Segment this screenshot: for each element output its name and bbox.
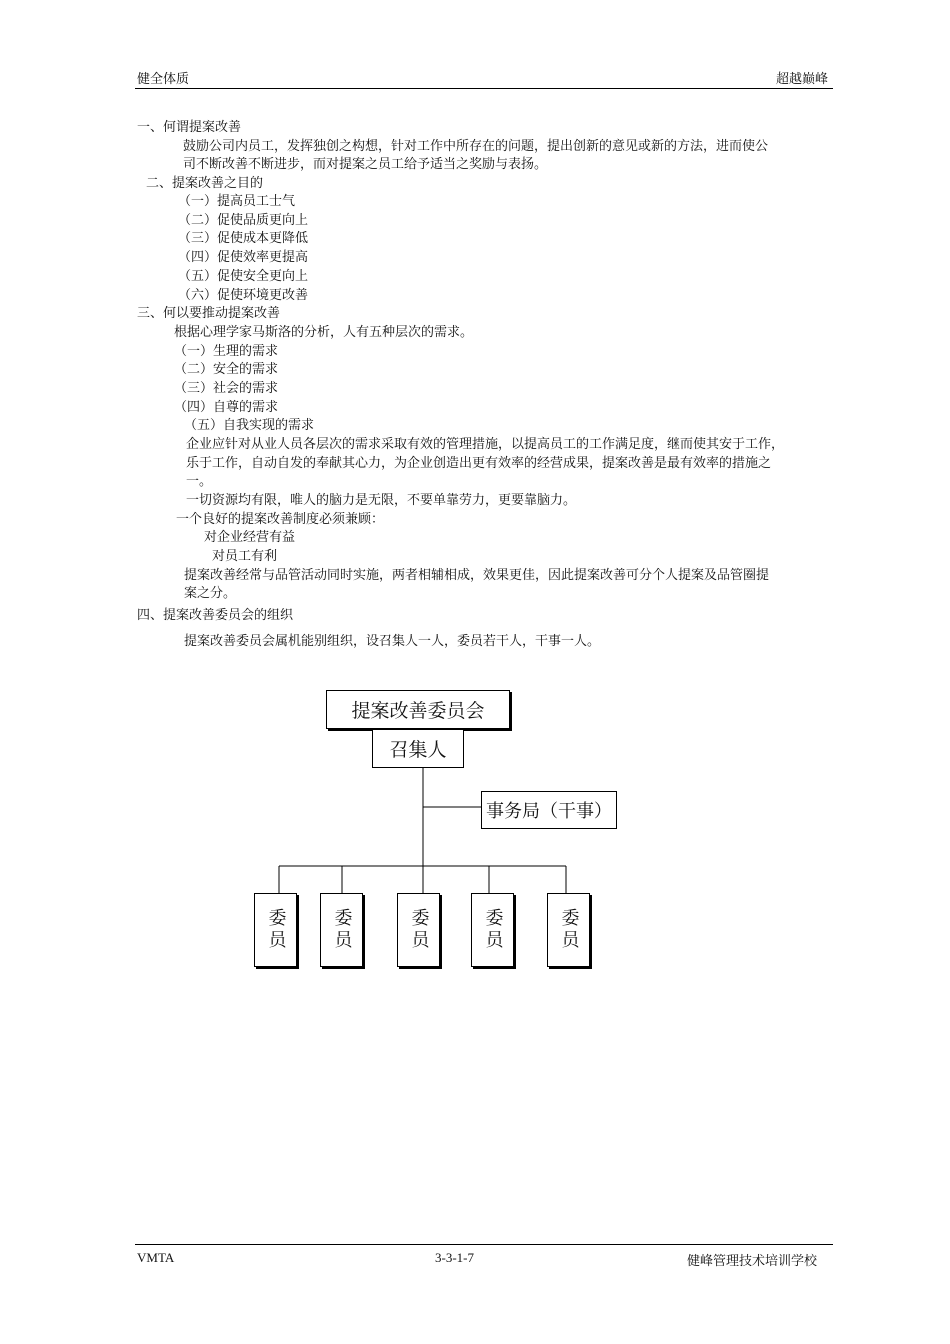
section-2-item: （三）促使成本更降低 [178,231,309,246]
section-3-paragraph-line: 案之分。 [184,586,237,601]
footer-right: 健峰管理技术培训学校 [686,1254,817,1269]
org-member-box [471,893,514,967]
section-2-item: （五）促使安全更向上 [178,269,309,284]
section-3-item: （四）自尊的需求 [174,400,279,415]
org-member-box [547,893,590,967]
footer-rule [135,1244,833,1245]
org-committee-box: 提案改善委员会 [326,690,510,729]
section-1-paragraph-line-1: 鼓励公司内员工，发挥独创之构想，针对工作中所存在的问题，提出创新的意见或新的方法，进而使公 [183,139,769,154]
section-3-title: 三、何以要推动提案改善 [137,306,281,321]
org-member-label: 委员 [265,908,287,952]
section-3-paragraph-line: 一个良好的提案改善制度必须兼顾： [176,512,385,527]
org-secretariat-box: 事务局（干事） [481,791,617,829]
org-member-box [320,893,363,967]
section-3-item: （三）社会的需求 [174,381,279,396]
section-3-paragraph-line: 对企业经营有益 [204,530,296,545]
org-member-box [397,893,440,967]
section-3-paragraph-line: 提案改善经常与品管活动同时实施，两者相辅相成，效果更佳，因此提案改善可分个人提案及品管圈提 [184,568,770,583]
section-3-paragraph-line: 一切资源均有限，唯人的脑力是无限，不要单靠劳力，更要靠脑力。 [186,493,577,508]
org-member-label: 委员 [408,908,430,952]
section-2-item: （一）提高员工士气 [178,194,296,209]
section-4-title: 四、提案改善委员会的组织 [137,608,294,623]
section-1-paragraph-line-2: 司不断改善不断进步，而对提案之员工给予适当之奖励与表扬。 [183,157,548,172]
section-3-paragraph-line: 企业应针对从业人员各层次的需求采取有效的管理措施，以提高员工的工作满足度，继而使其安于工作， [186,437,785,452]
section-2-title: 二、提案改善之目的 [146,176,264,191]
section-2-item: （六）促使环境更改善 [178,288,309,303]
section-3-paragraph-line: 乐于工作，自动自发的奉献其心力，为企业创造出更有效率的经营成果，提案改善是最有效率的措施之 [186,456,772,471]
section-3-item: （五）自我实现的需求 [184,418,315,433]
org-convener-box: 召集人 [372,729,464,768]
page-header-right: 超越巅峰 [775,72,828,87]
section-2-item: （二）促使品质更向上 [178,213,309,228]
section-3-item: （二）安全的需求 [174,362,279,377]
org-member-label: 委员 [558,908,580,952]
page-header-left: 健全体质 [137,72,190,87]
section-3-intro: 根据心理学家马斯洛的分析，人有五种层次的需求。 [174,325,474,340]
footer-left: VMTA [137,1250,175,1265]
section-1-title: 一、何谓提案改善 [137,120,242,135]
section-4-paragraph: 提案改善委员会属机能别组织，设召集人一人，委员若干人，干事一人。 [184,634,601,649]
section-3-item: （一）生理的需求 [174,344,279,359]
section-2-item: （四）促使效率更提高 [178,250,309,265]
org-member-label: 委员 [482,908,504,952]
org-member-box [254,893,297,967]
org-member-label: 委员 [331,908,353,952]
section-3-paragraph-line: 对员工有利 [212,549,278,564]
section-3-paragraph-line: 一。 [186,474,213,489]
footer-page-number: 3-3-1-7 [435,1250,474,1265]
